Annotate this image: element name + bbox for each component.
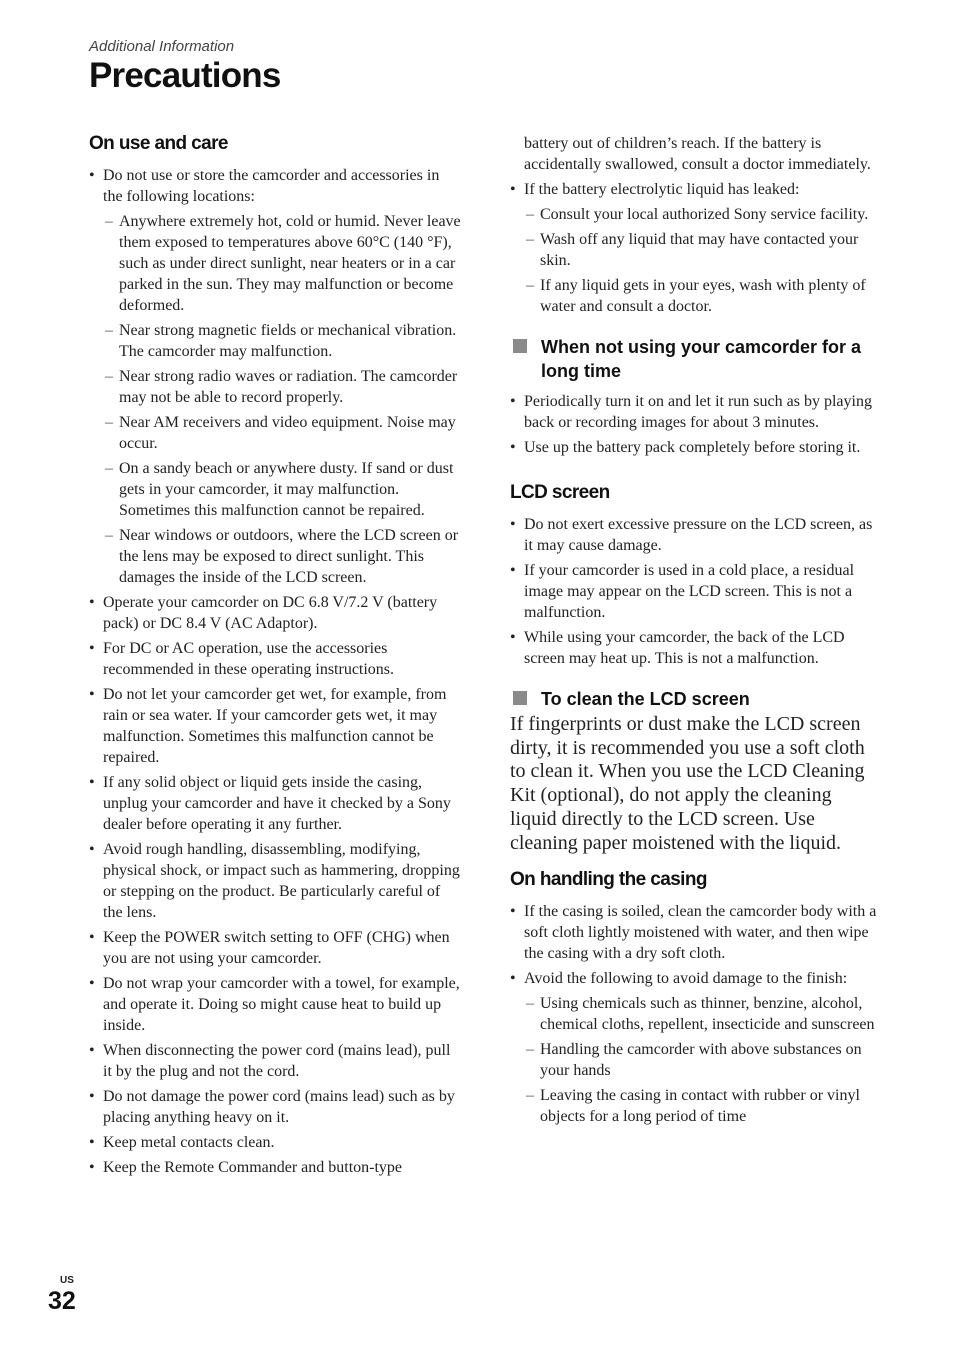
sublist-item: – Near strong magnetic fields or mechanical vibration. The camcorder may malfunction. [103, 320, 461, 362]
sublist-item: – Near strong radio waves or radiation. The camcorder may not be able to record properly. [103, 366, 461, 408]
clean-lcd-paragraph: If fingerprints or dust make the LCD screen dirty, it is recommended you use a soft cloth to clean it. When you use the LCD Cleaning Kit (optional), do not apply the cleaning liquid directly to the LCD screen. Use cleaning paper moistened with the liquid. [510, 713, 865, 854]
list-item [89, 165, 461, 588]
list-item-text: Avoid the following to avoid damage to the finish: [524, 970, 848, 988]
sublist-item: – On a sandy beach or anywhere dusty. If sand or dust gets in your camcorder, it may malfunction. Sometimes this malfunction cannot be repaired. [103, 458, 461, 521]
list-item: • Do not wrap your camcorder with a towel, for example, and operate it. Doing so might cause heat to build up inside. [89, 973, 461, 1036]
list-item-text: If the battery electrolytic liquid has leaked: [524, 181, 800, 198]
page-number: 32 [48, 1287, 76, 1315]
sublist-item: – Wash off any liquid that may have contacted your skin. [524, 229, 882, 271]
casing-sublist [524, 993, 882, 1127]
list-item: • Keep metal contacts clean. [89, 1132, 461, 1153]
list-item: • Avoid rough handling, disassembling, modifying, physical shock, or impact such as hammering, dropping or stepping on the product. Be particularly careful of the lens. [89, 839, 461, 923]
list-item: • Operate your camcorder on DC 6.8 V/7.2 V (battery pack) or DC 8.4 V (AC Adaptor). [89, 592, 461, 634]
sublist-item: – If any liquid gets in your eyes, wash with plenty of water and consult a doctor. [524, 275, 882, 317]
square-bullet-icon [513, 691, 527, 705]
not-using-heading [510, 335, 882, 383]
list-item: • Do not damage the power cord (mains lead) such as by placing anything heavy on it. [89, 1086, 461, 1128]
clean-lcd-heading-text: To clean the LCD screen [541, 689, 750, 709]
not-using-list [510, 391, 882, 458]
page-title: Precautions [89, 56, 281, 95]
location-sublist [103, 211, 461, 588]
sublist-item: – Using chemicals such as thinner, benzine, alcohol, chemical cloths, repellent, insecticide and sunscreen [524, 993, 882, 1035]
list-item: • Do not exert excessive pressure on the LCD screen, as it may cause damage. [510, 514, 882, 556]
sublist-item: – Handling the camcorder with above substances on your hands [524, 1039, 882, 1081]
square-bullet-icon [513, 339, 527, 353]
region-code: US [60, 1275, 74, 1286]
list-item: • If your camcorder is used in a cold place, a residual image may appear on the LCD screen. This is not a malfunction. [510, 560, 882, 623]
sublist-item: – Anywhere extremely hot, cold or humid. Never leave them exposed to temperatures above 60°C (140 °F), such as under direct sunlight, near heaters or in a car parked in the sun. They may malfunction or become deformed. [103, 211, 461, 316]
section-label: Additional Information [89, 38, 235, 55]
list-item: • Periodically turn it on and let it run such as by playing back or recording images for about 3 minutes. [510, 391, 882, 433]
sublist-item: – Leaving the casing in contact with rubber or vinyl objects for a long period of time [524, 1085, 882, 1127]
right-column [510, 133, 882, 1131]
lcd-heading: LCD screen [510, 482, 610, 503]
list-item-text: Do not use or store the camcorder and accessories in the following locations: [103, 167, 440, 205]
leak-sublist [524, 204, 882, 317]
sublist-item: – Near windows or outdoors, where the LCD screen or the lens may be exposed to direct sunlight. This damages the inside of the LCD screen. [103, 525, 461, 588]
use-care-list [89, 165, 461, 1178]
casing-list [510, 901, 882, 1127]
list-item: • If the casing is soiled, clean the camcorder body with a soft cloth lightly moistened with water, and then wipe the casing with a dry soft cloth. [510, 901, 882, 964]
list-item: • Keep the Remote Commander and button-type [89, 1157, 461, 1178]
sublist-item: – Consult your local authorized Sony service facility. [524, 204, 882, 225]
list-item: • For DC or AC operation, use the accessories recommended in these operating instructions. [89, 638, 461, 680]
lcd-list [510, 514, 882, 669]
left-column [89, 133, 461, 1182]
list-item: • If any solid object or liquid gets inside the casing, unplug your camcorder and have it checked by a Sony dealer before operating it any further. [89, 772, 461, 835]
battery-list [510, 133, 882, 317]
sublist-item: – Near AM receivers and video equipment. Noise may occur. [103, 412, 461, 454]
not-using-heading-text: When not using your camcorder for a long time [541, 337, 862, 381]
list-item: • Use up the battery pack completely before storing it. [510, 437, 882, 458]
list-item: • Do not let your camcorder get wet, for example, from rain or sea water. If your camcorder gets wet, it may malfunction. Sometimes this malfunction cannot be repaired. [89, 684, 461, 768]
list-item: • Keep the POWER switch setting to OFF (CHG) when you are not using your camcorder. [89, 927, 461, 969]
list-item [510, 968, 882, 1127]
continued-text: battery out of children’s reach. If the battery is accidentally swallowed, consult a doctor immediately. [524, 135, 871, 173]
clean-lcd-heading [510, 687, 882, 711]
list-item [510, 179, 882, 317]
list-item: • When disconnecting the power cord (mains lead), pull it by the plug and not the cord. [89, 1040, 461, 1082]
use-care-heading: On use and care [89, 133, 228, 154]
list-item: • While using your camcorder, the back of the LCD screen may heat up. This is not a malfunction. [510, 627, 882, 669]
casing-heading: On handling the casing [510, 869, 707, 891]
